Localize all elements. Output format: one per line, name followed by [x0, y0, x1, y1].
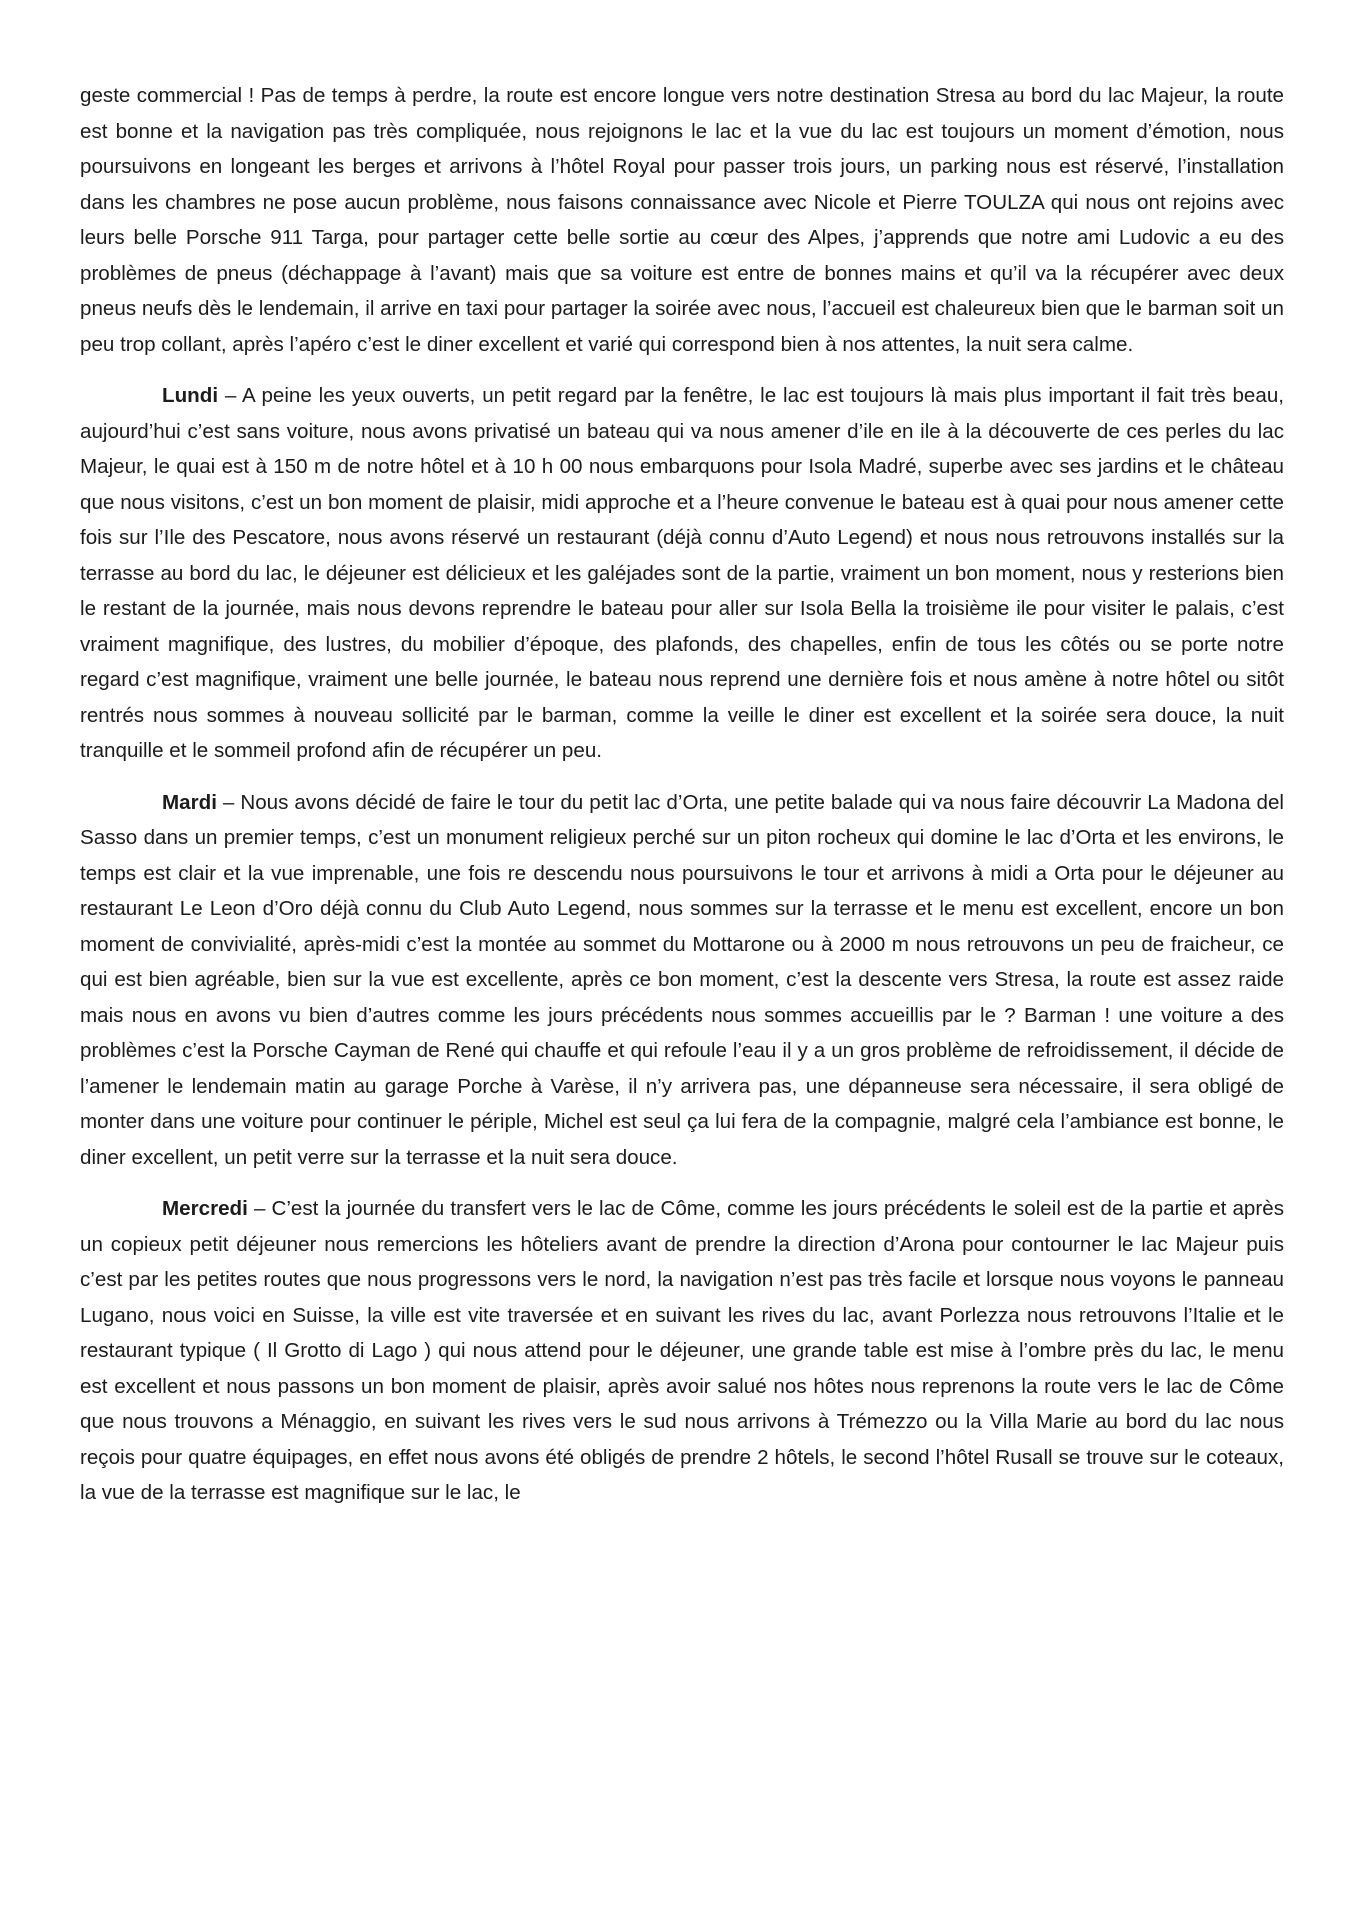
- paragraph-lundi: [80, 378, 1284, 769]
- day-heading-mercredi: Mercredi: [162, 1197, 248, 1220]
- paragraph-intro: [80, 78, 1284, 362]
- paragraph-mercredi: [80, 1191, 1284, 1511]
- paragraph-text: geste commercial ! Pas de temps à perdre, la route est encore longue vers notre destination Stresa au bord du lac Majeur, la route est bonne et la navigation pas très compliquée, nous rejoignons le lac et la vue du lac est toujours un moment d’émotion, nous poursuivons en longeant les berges et arrivons à l’hôtel Royal pour passer trois jours, un parking nous est réservé, l’installation dans les chambres ne pose aucun problème, nous faisons connaissance avec Nicole et Pierre TOULZA qui nous ont rejoins avec leurs belle Porsche 911 Targa, pour partager cette belle sortie au cœur des Alpes, j’apprends que notre ami Ludovic a eu des problèmes de pneus (déchappage à l’avant) mais que sa voiture est entre de bonnes mains et qu’il va la récupérer avec deux pneus neufs dès le lendemain, il arrive en taxi pour partager la soirée avec nous, l’accueil est chaleureux bien que le barman soit un peu trop collant, après l’apéro c’est le diner excellent et varié qui correspond bien à nos attentes, la nuit sera calme.: [80, 84, 1284, 356]
- document-page: [80, 78, 1284, 1527]
- day-heading-lundi: Lundi: [162, 384, 219, 407]
- paragraph-text: – C’est la journée du transfert vers le lac de Côme, comme les jours précédents le soleil est de la partie et après un copieux petit déjeuner nous remercions les hôteliers avant de prendre la direction d’Arona pour contourner le lac Majeur puis c’est par les petites routes que nous progressons vers le nord, la navigation n’est pas très facile et lorsque nous voyons le panneau Lugano, nous voici en Suisse, la ville est vite traversée et en suivant les rives du lac, avant Porlezza nous retrouvons l’Italie et le restaurant typique ( Il Grotto di Lago ) qui nous attend pour le déjeuner, une grande table est mise à l’ombre près du lac, le menu est excellent et nous passons un bon moment de plaisir, après avoir salué nos hôtes nous reprenons la route vers le lac de Côme que nous trouvons a Ménaggio, en suivant les rives vers le sud nous arrivons à Trémezzo ou la Villa Marie au bord du lac nous reçois pour quatre équipages, en effet nous avons été obligés de prendre 2 hôtels, le second l’hôtel Rusall se trouve sur le coteaux, la vue de la terrasse est magnifique sur le lac, le: [80, 1197, 1284, 1504]
- paragraph-mardi: [80, 785, 1284, 1176]
- paragraph-text: – A peine les yeux ouverts, un petit regard par la fenêtre, le lac est toujours là mais plus important il fait très beau, aujourd’hui c’est sans voiture, nous avons privatisé un bateau qui va nous amener d’ile en ile à la découverte de ces perles du lac Majeur, le quai est à 150 m de notre hôtel et à 10 h 00 nous embarquons pour Isola Madré, superbe avec ses jardins et le château que nous visitons, c’est un bon moment de plaisir, midi approche et a l’heure convenue le bateau est à quai pour nous amener cette fois sur l’Ile des Pescatore, nous avons réservé un restaurant (déjà connu d’Auto Legend) et nous nous retrouvons installés sur la terrasse au bord du lac, le déjeuner est délicieux et les galéjades sont de la partie, vraiment un bon moment, nous y resterions bien le restant de la journée, mais nous devons reprendre le bateau pour aller sur Isola Bella la troisième ile pour visiter le palais, c’est vraiment magnifique, des lustres, du mobilier d’époque, des plafonds, des chapelles, enfin de tous les côtés ou se porte notre regard c’est magnifique, vraiment une belle journée, le bateau nous reprend une dernière fois et nous amène à notre hôtel ou sitôt rentrés nous sommes à nouveau sollicité par le barman, comme la veille le diner est excellent et la soirée sera douce, la nuit tranquille et le sommeil profond afin de récupérer un peu.: [80, 384, 1284, 762]
- day-heading-mardi: Mardi: [162, 790, 217, 814]
- paragraph-text: – Nous avons décidé de faire le tour du petit lac d’Orta, une petite balade qui va nous faire découvrir La Madona del Sasso dans un premier temps, c’est un monument religieux perché sur un piton rocheux qui domine le lac d’Orta et les environs, le temps est clair et la vue imprenable, une fois re descendu nous poursuivons le tour et arrivons à midi a Orta pour le déjeuner au restaurant Le Leon d’Oro déjà connu du Club Auto Legend, nous sommes sur la terrasse et le menu est excellent, encore un bon moment de convivialité, après-midi c’est la montée au sommet du Mottarone ou à 2000 m nous retrouvons un peu de fraicheur, ce qui est bien agréable, bien sur la vue est excellente, après ce bon moment, c’est la descente vers Stresa, la route est assez raide mais nous en avons vu bien d’autres comme les jours précédents nous sommes accueillis par le ? Barman ! une voiture a des problèmes c’est la Porsche Cayman de René qui chauffe et qui refoule l’eau il y a un gros problème de refroidissement, il décide de l’amener le lendemain matin au garage Porche à Varèse, il n’y arrivera pas, une dépanneuse sera nécessaire, il sera obligé de monter dans une voiture pour continuer le périple, Michel est seul ça lui fera de la compagnie, malgré cela l’ambiance est bonne, le diner excellent, un petit verre sur la terrasse et la nuit sera douce.: [80, 790, 1284, 1169]
